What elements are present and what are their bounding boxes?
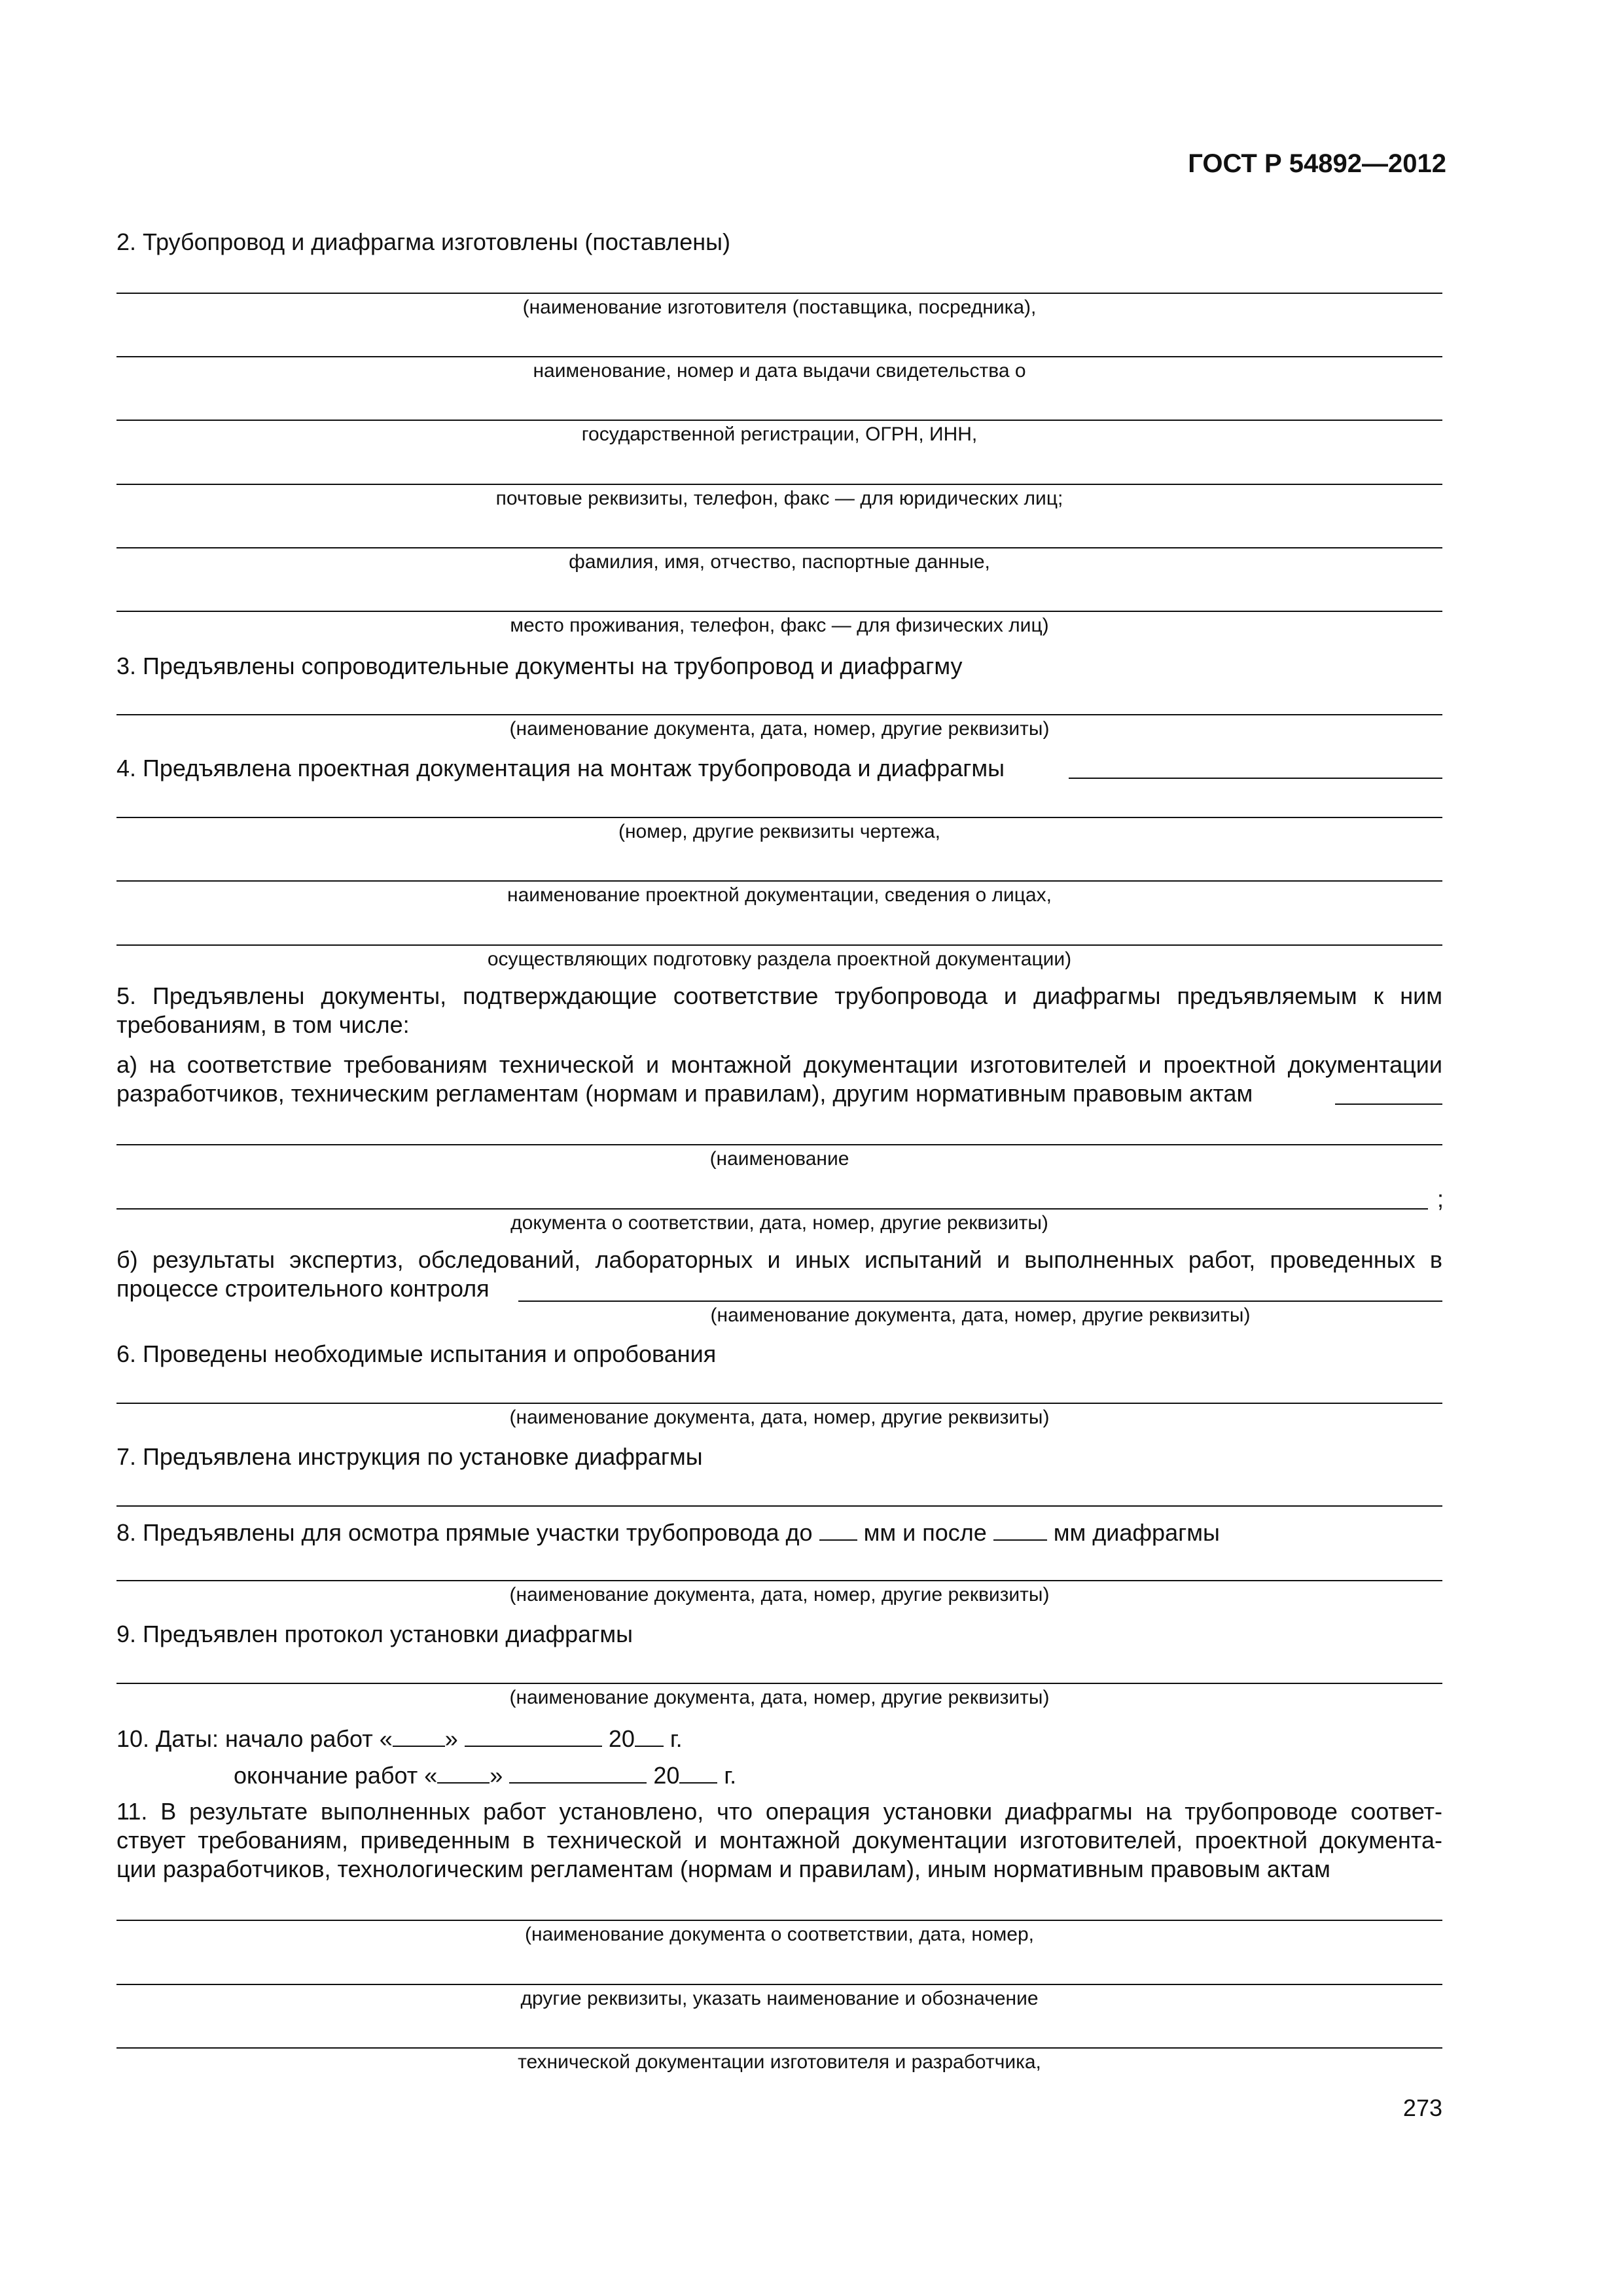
start-day-blank[interactable] (393, 1722, 445, 1747)
quote-close: » (490, 1762, 503, 1789)
start-month-blank[interactable] (465, 1722, 602, 1747)
item-10-start (116, 1722, 683, 1753)
item-8-text (116, 1516, 1220, 1547)
item-11-line2: ствует требованиям, приведенным в технической и монтажной документации изготовителей, проектной документа- (116, 1827, 1442, 1854)
caption: (наименование изготовителя (поставщика, посредника), (522, 296, 1037, 318)
item-5b-line1: б) результаты экспертиз, обследований, лабораторных и иных испытаний и выполненных работ, проведенных в (116, 1246, 1442, 1273)
caption: (наименование документа, дата, номер, другие реквизиты) (509, 718, 1050, 740)
fill-line[interactable] (116, 1683, 1442, 1684)
item-4-text: 4. Предъявлена проектная документация на монтаж трубопровода и диафрагмы (116, 755, 1005, 781)
item-5a-line2: разработчиков, техническим регламентам (нормам и правилам), другим нормативным правовым актам (116, 1080, 1253, 1107)
caption: почтовые реквизиты, телефон, факс — для юридических лиц; (495, 488, 1063, 509)
quote-close: » (444, 1725, 458, 1752)
end-day-blank[interactable] (437, 1759, 490, 1784)
item-10-end (234, 1759, 736, 1790)
fill-line[interactable] (116, 1208, 1428, 1210)
fill-line[interactable] (116, 611, 1442, 612)
start-label: 10. Даты: начало работ « (116, 1725, 393, 1752)
caption: государственной регистрации, ОГРН, ИНН, (581, 423, 978, 445)
item-7-text: 7. Предъявлена инструкция по установке диафрагмы (116, 1443, 703, 1470)
fill-line[interactable] (116, 1403, 1442, 1404)
semicolon: ; (1437, 1185, 1444, 1212)
fill-line[interactable] (116, 817, 1442, 818)
fill-line[interactable] (116, 1580, 1442, 1581)
item-11-line1: 11. В результате выполненных работ установлено, что операция установки диафрагмы на трубопроводе соответ- (116, 1798, 1442, 1825)
item-3-text: 3. Предъявлены сопроводительные документы на трубопровод и диафрагму (116, 653, 963, 679)
caption: (наименование (709, 1148, 849, 1170)
caption: (наименование документа, дата, номер, другие реквизиты) (509, 1584, 1050, 1605)
item-5a-line1: а) на соответствие требованиям технической и монтажной документации изготовителей и проектной документации (116, 1051, 1442, 1078)
fill-line-inline[interactable] (1069, 778, 1442, 779)
caption: место проживания, телефон, факс — для физических лиц) (510, 615, 1049, 636)
year-suffix: г. (669, 1725, 683, 1752)
fill-line[interactable] (116, 547, 1442, 548)
item-5b-line2: процессе строительного контроля (116, 1275, 490, 1302)
item-5-line2: требованиям, в том числе: (116, 1011, 410, 1038)
caption: другие реквизиты, указать наименование и обозначение (520, 1988, 1039, 2009)
fill-line-inline[interactable] (518, 1300, 1442, 1302)
standard-header: ГОСТ Р 54892—2012 (1188, 149, 1446, 178)
caption: (наименование документа о соответствии, дата, номер, (524, 1924, 1035, 1945)
fill-line[interactable] (116, 714, 1442, 715)
item-11-line3: ции разработчиков, технологическим регламентам (нормам и правилам), иным нормативным правовым актам (116, 1856, 1330, 1882)
fill-line-inline[interactable] (1335, 1103, 1442, 1105)
fill-line[interactable] (116, 2047, 1442, 2049)
end-label: окончание работ « (234, 1762, 438, 1789)
fill-line[interactable] (116, 944, 1442, 946)
end-month-blank[interactable] (509, 1759, 647, 1784)
caption: (наименование документа, дата, номер, другие реквизиты) (509, 1407, 1050, 1428)
item-2-text: 2. Трубопровод и диафрагма изготовлены (поставлены) (116, 228, 731, 255)
fill-line[interactable] (116, 293, 1442, 294)
fill-line[interactable] (116, 356, 1442, 357)
fill-line[interactable] (116, 1144, 1442, 1145)
caption: наименование, номер и дата выдачи свидетельства о (533, 360, 1026, 382)
caption: осуществляющих подготовку раздела проектной документации) (487, 948, 1072, 970)
fill-line[interactable] (116, 1984, 1442, 1985)
length-before-blank[interactable] (819, 1516, 857, 1541)
year-prefix: 20 (608, 1725, 635, 1752)
caption: технической документации изготовителя и разработчика, (518, 2051, 1041, 2073)
item-8-part1: 8. Предъявлены для осмотра прямые участки трубопровода до (116, 1519, 813, 1546)
item-5-line1: 5. Предъявлены документы, подтверждающие соответствие трубопровода и диафрагмы предъявляемым к ним (116, 982, 1442, 1009)
caption: фамилия, имя, отчество, паспортные данные, (569, 551, 990, 573)
caption: наименование проектной документации, сведения о лицах, (507, 884, 1052, 906)
fill-line[interactable] (116, 420, 1442, 421)
item-9-text: 9. Предъявлен протокол установки диафрагмы (116, 1621, 633, 1647)
item-8-part2: мм и после (863, 1519, 987, 1546)
caption: (наименование документа, дата, номер, другие реквизиты) (509, 1687, 1050, 1708)
caption: документа о соответствии, дата, номер, другие реквизиты) (510, 1212, 1048, 1234)
caption: (номер, другие реквизиты чертежа, (618, 821, 940, 842)
start-year-blank[interactable] (635, 1722, 664, 1747)
fill-line[interactable] (116, 484, 1442, 485)
page-number: 273 (1402, 2094, 1442, 2121)
year-prefix: 20 (653, 1762, 680, 1789)
fill-line[interactable] (116, 1920, 1442, 1921)
item-6-text: 6. Проведены необходимые испытания и опробования (116, 1340, 717, 1367)
year-suffix: г. (724, 1762, 737, 1789)
fill-line[interactable] (116, 1505, 1442, 1507)
item-8-part3: мм диафрагмы (1053, 1519, 1220, 1546)
caption: (наименование документа, дата, номер, другие реквизиты) (710, 1304, 1251, 1326)
end-year-blank[interactable] (679, 1759, 717, 1784)
fill-line[interactable] (116, 880, 1442, 882)
length-after-blank[interactable] (993, 1516, 1047, 1541)
